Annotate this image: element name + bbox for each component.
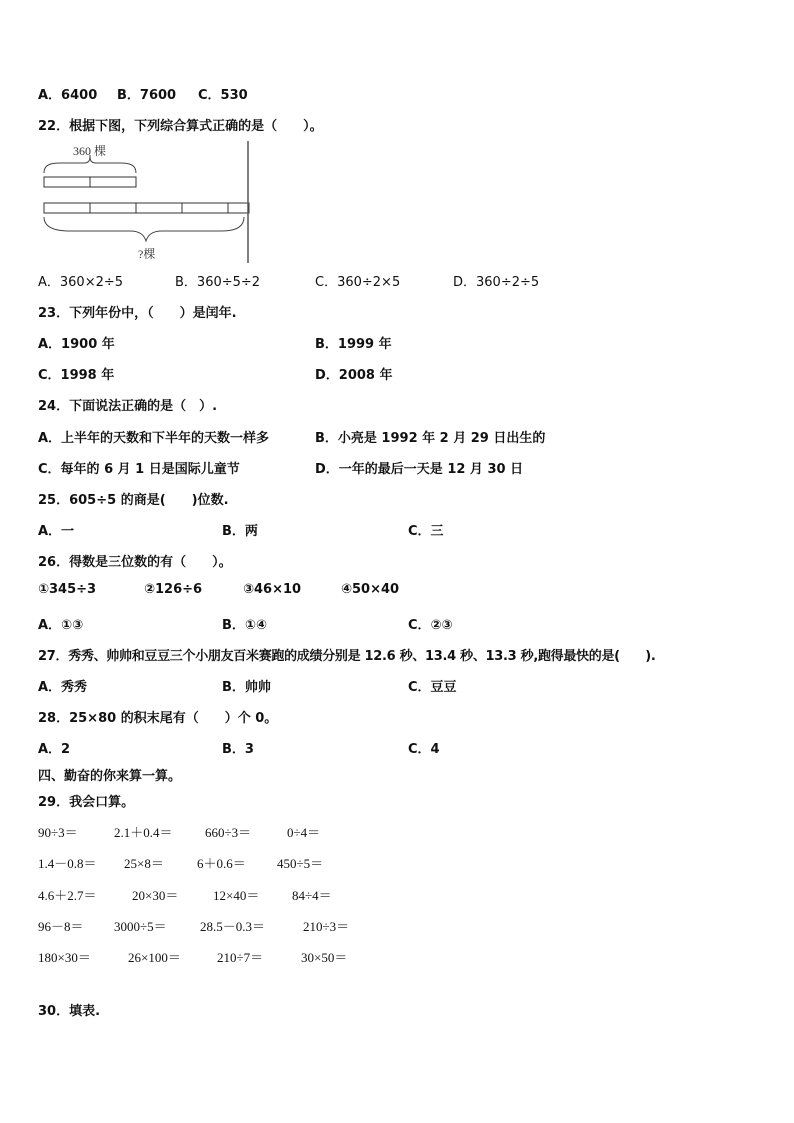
q24-option-d: D．一年的最后一天是 12 月 30 日 <box>315 462 524 477</box>
q23-option-a: A．1900 年 <box>38 337 115 352</box>
calc-item: 96－8＝ <box>38 919 84 934</box>
q22-line-diagram <box>40 141 252 263</box>
q23-option-d: D．2008 年 <box>315 368 393 383</box>
q26-item-2: ②126÷6 <box>144 582 203 597</box>
q24-option-a: A．上半年的天数和下半年的天数一样多 <box>38 431 270 446</box>
q26-item-3: ③46×10 <box>243 582 302 597</box>
calc-item: 660÷3＝ <box>205 825 252 840</box>
q27-option-b: B．帅帅 <box>222 680 271 695</box>
calc-item: 180×30＝ <box>38 950 91 965</box>
q25-option-b: B．两 <box>222 524 258 539</box>
calc-item: 6＋0.6＝ <box>197 856 246 871</box>
bottom-segment <box>44 203 249 213</box>
q27-question: 27．秀秀、帅帅和豆豆三个小朋友百米赛跑的成绩分别是 12.6 秒、13.4 秒、13.3 秒,跑得最快的是( ). <box>38 649 656 664</box>
q22-option-c: C．360÷2×5 <box>315 275 401 290</box>
q29-question: 29．我会口算。 <box>38 795 135 810</box>
q24-option-b: B．小亮是 1992 年 2 月 29 日出生的 <box>315 431 546 446</box>
q22-question: 22．根据下图，下列综合算式正确的是（ ）。 <box>38 119 323 134</box>
calc-item: 28.5－0.3＝ <box>200 919 266 934</box>
calc-item: 25×8＝ <box>124 856 164 871</box>
calc-item: 4.6＋2.7＝ <box>38 888 97 903</box>
calc-item: 12×40＝ <box>213 888 260 903</box>
calc-item: 0÷4＝ <box>287 825 321 840</box>
q21-option-a: A．6400 <box>38 88 98 103</box>
calc-item: 30×50＝ <box>301 950 348 965</box>
q26-option-a: A．①③ <box>38 618 84 633</box>
calc-item: 1.4－0.8＝ <box>38 856 97 871</box>
q21-option-c: C．530 <box>198 88 248 103</box>
q28-option-a: A．2 <box>38 742 71 757</box>
q28-option-c: C．4 <box>408 742 440 757</box>
q27-option-a: A．秀秀 <box>38 680 88 695</box>
section-heading: 四、勤奋的你来算一算。 <box>38 769 182 784</box>
q26-option-b: B．①④ <box>222 618 267 633</box>
q22-option-a: A．360×2÷5 <box>38 275 124 290</box>
q23-option-b: B．1999 年 <box>315 337 392 352</box>
calc-item: 2.1＋0.4＝ <box>114 825 173 840</box>
q22-option-b: B．360÷5÷2 <box>175 275 261 290</box>
bottom-brace <box>44 217 244 241</box>
calc-item: 26×100＝ <box>128 950 181 965</box>
calc-item: 84÷4＝ <box>292 888 332 903</box>
q26-item-1: ①345÷3 <box>38 582 97 597</box>
calc-item: 20×30＝ <box>132 888 179 903</box>
q24-option-c: C．每年的 6 月 1 日是国际儿童节 <box>38 462 240 477</box>
calc-item: 90÷3＝ <box>38 825 78 840</box>
q25-option-c: C．三 <box>408 524 444 539</box>
q24-question: 24．下面说法正确的是（ ）. <box>38 399 218 414</box>
q28-question: 28．25×80 的积末尾有（ ）个 0。 <box>38 711 278 726</box>
q26-question: 26．得数是三位数的有（ ）。 <box>38 555 232 570</box>
q25-question: 25．605÷5 的商是( )位数. <box>38 493 229 508</box>
q23-option-c: C．1998 年 <box>38 368 115 383</box>
calc-item: 210÷3＝ <box>303 919 350 934</box>
bottom-label: ?棵 <box>138 247 156 261</box>
calc-item: 3000÷5＝ <box>114 919 167 934</box>
q22-option-d: D．360÷2÷5 <box>453 275 540 290</box>
calc-item: 210÷7＝ <box>217 950 264 965</box>
q25-option-a: A．一 <box>38 524 75 539</box>
top-label: 360 棵 <box>73 144 107 158</box>
q21-option-b: B．7600 <box>117 88 177 103</box>
q28-option-b: B．3 <box>222 742 254 757</box>
q30-question: 30．填表. <box>38 1004 101 1019</box>
q26-option-c: C．②③ <box>408 618 453 633</box>
q26-item-4: ④50×40 <box>341 582 400 597</box>
q23-question: 23．下列年份中，（ ）是闰年. <box>38 306 237 321</box>
calc-item: 450÷5＝ <box>277 856 324 871</box>
q27-option-c: C．豆豆 <box>408 680 457 695</box>
